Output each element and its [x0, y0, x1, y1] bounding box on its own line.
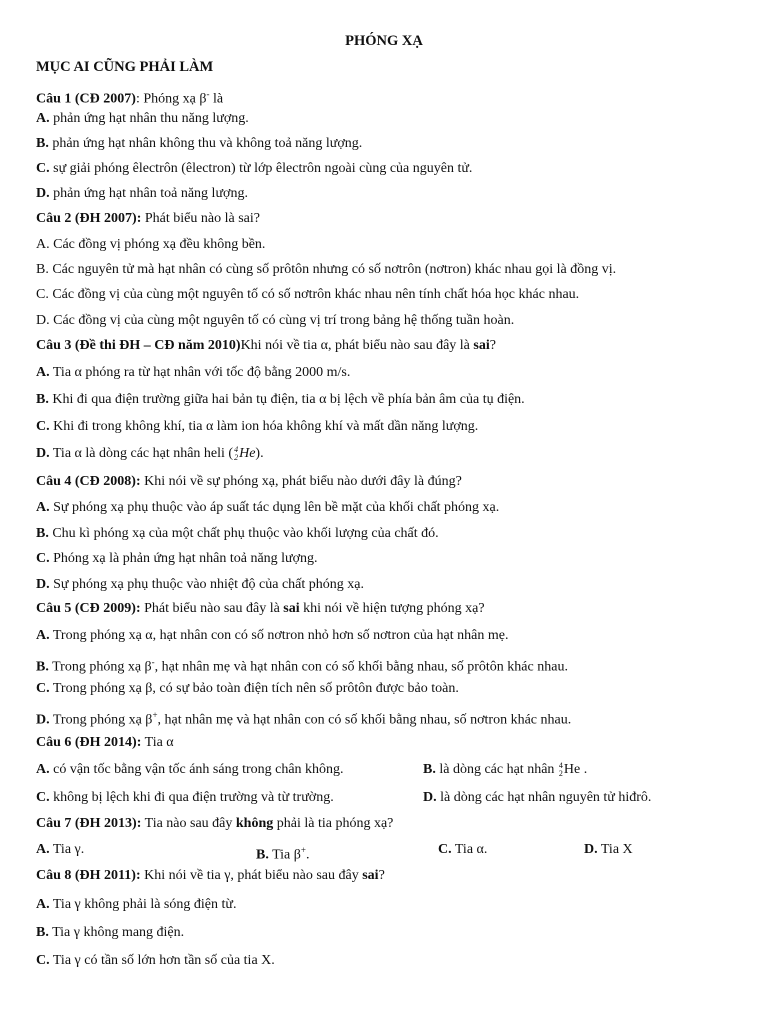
question-8-option-a: A. Tia γ không phải là sóng điện từ. [36, 897, 237, 912]
question-1-option-d: D. phản ứng hạt nhân toả năng lượng. [36, 186, 248, 201]
question-2: Câu 2 (ĐH 2007): Phát biểu nào là sai? [36, 211, 260, 226]
section-heading: MỤC AI CŨNG PHẢI LÀM [36, 59, 214, 75]
question-8-option-c: C. Tia γ có tần số lớn hơn tần số của tia X. [36, 953, 275, 968]
question-2-option-b: B. Các nguyên tử mà hạt nhân có cùng số prôtôn nhưng có số nơtrôn (nơtron) khác nhau gọi là đồng vị. [36, 262, 617, 277]
question-3-option-a: A. Tia α phóng ra từ hạt nhân với tốc độ bằng 2000 m/s. [36, 365, 351, 380]
question-4-option-b: B. Chu kì phóng xạ của một chất phụ thuộc vào khối lượng của chất đó. [36, 526, 439, 541]
nuclide-notation: 4 2 [558, 760, 563, 778]
question-6-option-c: C. không bị lệch khi đi qua điện trường và từ trường. [36, 790, 334, 805]
question-6-option-a: A. có vận tốc bằng vận tốc ánh sáng trong chân không. [36, 762, 344, 777]
question-4-option-d: D. Sự phóng xạ phụ thuộc vào nhiệt độ của chất phóng xạ. [36, 577, 364, 592]
question-2-option-c: C. Các đồng vị của cùng một nguyên tố có số nơtrôn khác nhau nên tính chất hóa học khác nhau. [36, 287, 580, 302]
question-5-option-d: D. Trong phóng xạ β+, hạt nhân mẹ và hạt nhân con có số khối bằng nhau, số nơtron khác nhau. [36, 710, 572, 728]
question-1-option-b: B. phản ứng hạt nhân không thu và không toả năng lượng. [36, 136, 363, 151]
question-7: Câu 7 (ĐH 2013): Tia nào sau đây không phải là tia phóng xạ? [36, 816, 394, 831]
question-6-option-d: D. là dòng các hạt nhân nguyên tử hiđrô. [423, 790, 652, 805]
question-5-option-a: A. Trong phóng xạ α, hạt nhân con có số nơtron nhỏ hơn số nơtron của hạt nhân mẹ. [36, 628, 509, 643]
question-8: Câu 8 (ĐH 2011): Khi nói về tia γ, phát biểu nào sau đây sai? [36, 868, 385, 883]
question-7-option-a: A. Tia γ. [36, 842, 85, 857]
question-7-option-d: D. Tia X [584, 842, 633, 857]
question-7-option-b: B. Tia β+. [256, 845, 310, 863]
question-1: Câu 1 (CĐ 2007): Phóng xạ β- là [36, 89, 224, 107]
question-6: Câu 6 (ĐH 2014): Tia α [36, 735, 174, 750]
question-5-option-b: B. Trong phóng xạ β-, hạt nhân mẹ và hạt nhân con có số khối bằng nhau, số prôtôn khác nhau. [36, 657, 568, 675]
question-8-option-b: B. Tia γ không mang điện. [36, 925, 185, 940]
question-2-option-a: A. Các đồng vị phóng xạ đều không bền. [36, 237, 266, 252]
question-4-option-c: C. Phóng xạ là phản ứng hạt nhân toả năng lượng. [36, 551, 318, 566]
question-7-option-c: C. Tia α. [438, 842, 488, 857]
question-6-option-b: B. là dòng các hạt nhân 4 2 He . [423, 760, 588, 778]
question-1-option-c: C. sự giải phóng êlectrôn (êlectron) từ lớp êlectrôn ngoài cùng của nguyên tử. [36, 161, 473, 176]
question-3-option-c: C. Khi đi trong không khí, tia α làm ion hóa không khí và mất dần năng lượng. [36, 419, 479, 434]
question-3-option-d: D. Tia α là dòng các hạt nhân heli ( 4 2 He). [36, 444, 264, 462]
question-5: Câu 5 (CĐ 2009): Phát biểu nào sau đây là sai khi nói về hiện tượng phóng xạ? [36, 601, 485, 616]
question-2-option-d: D. Các đồng vị của cùng một nguyên tố có cùng vị trí trong bảng hệ thống tuần hoàn. [36, 313, 515, 328]
question-3: Câu 3 (Đề thi ĐH – CĐ năm 2010)Khi nói về tia α, phát biểu nào sau đây là sai? [36, 338, 496, 353]
question-4: Câu 4 (CĐ 2008): Khi nói về sự phóng xạ, phát biểu nào dưới đây là đúng? [36, 474, 462, 489]
question-1-option-a: A. phản ứng hạt nhân thu năng lượng. [36, 111, 249, 126]
question-4-option-a: A. Sự phóng xạ phụ thuộc vào áp suất tác dụng lên bề mặt của khối chất phóng xạ. [36, 500, 500, 515]
question-5-option-c: C. Trong phóng xạ β, có sự bảo toàn điện tích nên số prôtôn được bảo toàn. [36, 681, 459, 696]
nuclide-notation: 4 2 [234, 444, 239, 462]
page-title: PHÓNG XẠ [345, 33, 423, 49]
question-3-option-b: B. Khi đi qua điện trường giữa hai bản tụ điện, tia α bị lệch về phía bản âm của tụ điện. [36, 392, 525, 407]
